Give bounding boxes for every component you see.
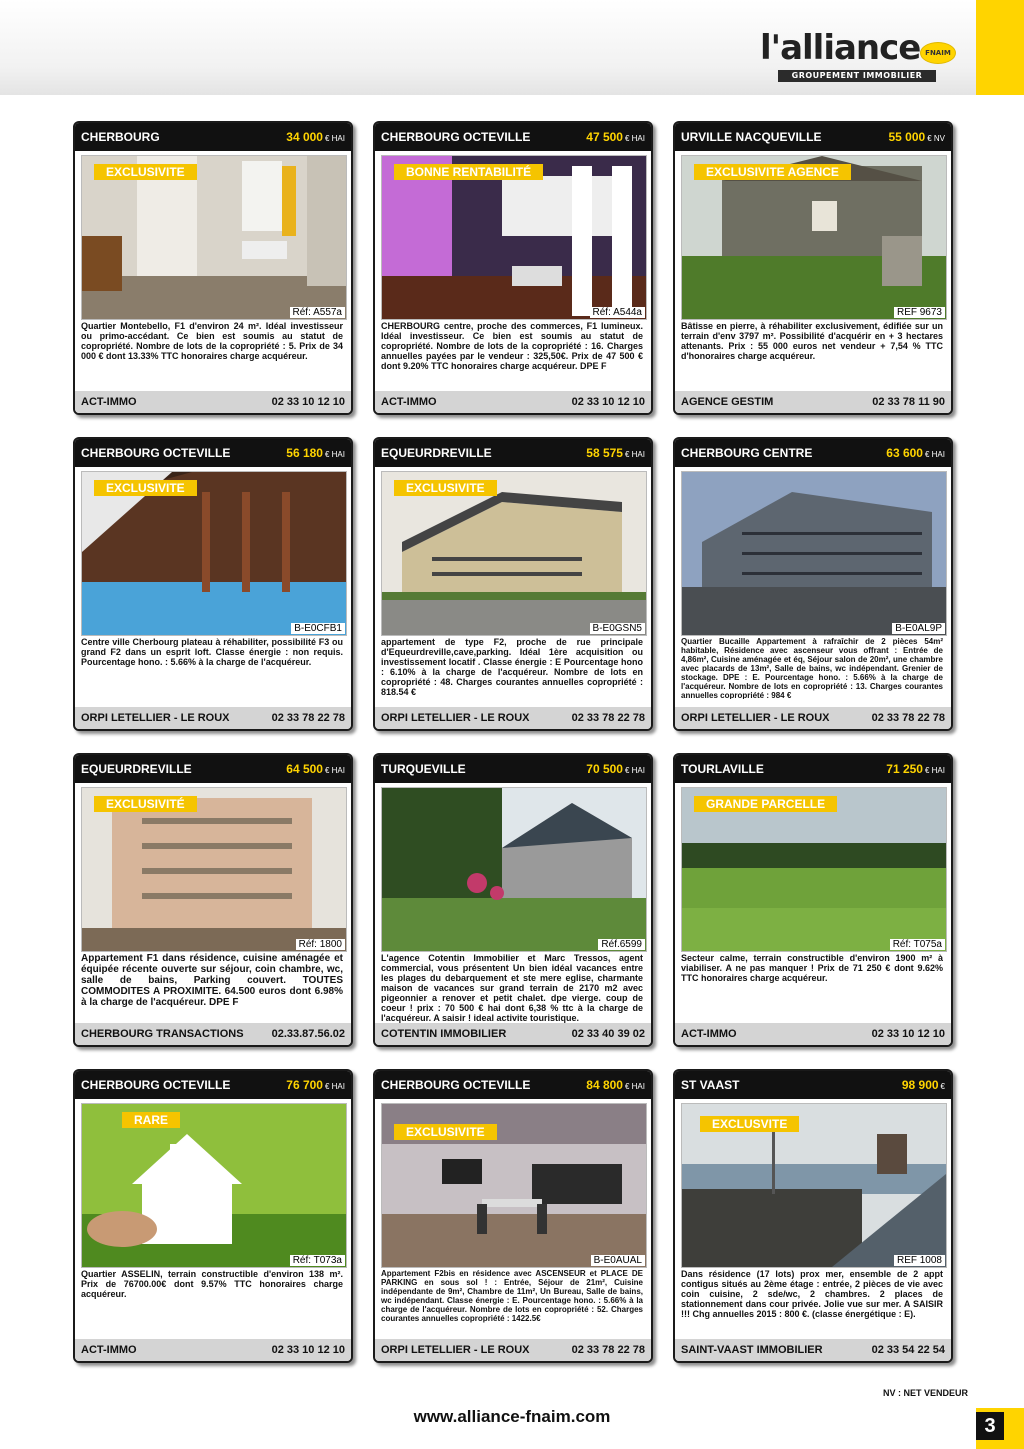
listing-tag: BONNE RENTABILITÉ	[394, 164, 543, 180]
listing-phone: 02 33 54 22 54	[871, 1344, 945, 1356]
listing-agency: ORPI LETELLIER - LE ROUX	[381, 1344, 530, 1356]
listing-ref: Réf.6599	[598, 939, 645, 950]
listing-photo	[381, 1103, 647, 1268]
card-header	[75, 1071, 351, 1099]
listing-ref: B-E0CFB1	[291, 623, 345, 634]
listing-phone: 02.33.87.56.02	[271, 1028, 345, 1040]
listing-price: 98 900 €	[901, 1078, 945, 1092]
logo-text: l'alliance	[760, 28, 921, 68]
listing-tag: EXCLUSIVITE	[94, 164, 197, 180]
listing-card[interactable]	[73, 121, 353, 415]
card-header	[375, 123, 651, 151]
listing-ref: B-E0GSN5	[590, 623, 645, 634]
listing-agency: SAINT-VAAST IMMOBILIER	[681, 1344, 823, 1356]
listing-agency: COTENTIN IMMOBILIER	[381, 1028, 507, 1040]
listing-card[interactable]	[373, 121, 653, 415]
listing-price: 84 800 € HAI	[586, 1078, 645, 1092]
listing-tag: GRANDE PARCELLE	[694, 796, 837, 812]
listing-tag: EXCLUSIVITE	[394, 480, 497, 496]
listing-location: TOURLAVILLE	[681, 762, 764, 776]
card-header	[75, 123, 351, 151]
card-header	[375, 755, 651, 783]
listing-phone: 02 33 78 22 78	[571, 712, 645, 724]
listing-tag: RARE	[122, 1112, 180, 1128]
logo-subtitle: GROUPEMENT IMMOBILIER	[778, 70, 936, 82]
listing-card[interactable]	[73, 1069, 353, 1363]
listing-agency: ACT-IMMO	[381, 396, 437, 408]
listing-photo	[81, 471, 347, 636]
listing-price: 58 575 € HAI	[586, 446, 645, 460]
listing-photo	[81, 1103, 347, 1268]
listing-ref: Réf: T075a	[890, 939, 945, 950]
listing-description: Dans résidence (17 lots) prox mer, ensemble de 2 appt contigus situés au 2ème étage : entrée, 2 pièces de vie avec coin cuisine, 2 sde/wc, 2 chambres. 2 places de stationnement dans cour privée. Jolie vue sur mer. A SAISIR !!! Chg annuelles 2015 : 800 €. (classe énergétique : E).	[681, 1269, 943, 1319]
listing-agency: ACT-IMMO	[681, 1028, 737, 1040]
listing-description: Bâtisse en pierre, à réhabiliter exclusivement, édifiée sur un terrain d'env 3797 m². Possibilité d'acquérir en + 3 hectares attenants. Prix : 55 000 euros net vendeur + 7,54 % TTC d'honoraires charge acquéreur.	[681, 321, 943, 361]
listing-description: Secteur calme, terrain constructible d'environ 1900 m² à viabiliser. A ne pas manquer ! Prix de 71 250 € dont 9.62% TTC honoraires charge acquéreur.	[681, 953, 943, 983]
net-vendeur-note: NV : NET VENDEUR	[882, 1388, 968, 1398]
listing-tag: EXCLUSIVITÉ	[94, 796, 197, 812]
card-header	[75, 439, 351, 467]
card-header	[675, 755, 951, 783]
listing-price: 56 180 € HAI	[286, 446, 345, 460]
listing-agency: ORPI LETELLIER - LE ROUX	[81, 712, 230, 724]
listing-agency: CHERBOURG TRANSACTIONS	[81, 1028, 244, 1040]
card-footer	[375, 1023, 651, 1045]
listing-location: CHERBOURG OCTEVILLE	[81, 446, 231, 460]
listing-photo	[681, 787, 947, 952]
listing-photo	[681, 155, 947, 320]
listing-location: EQUEURDREVILLE	[381, 446, 492, 460]
listing-photo	[681, 1103, 947, 1268]
listing-price: 55 000 € NV	[888, 130, 945, 144]
listing-location: EQUEURDREVILLE	[81, 762, 192, 776]
listing-phone: 02 33 78 11 90	[872, 396, 945, 408]
card-footer	[375, 391, 651, 413]
card-header	[375, 1071, 651, 1099]
listing-phone: 02 33 78 22 78	[271, 712, 345, 724]
page-number-tab	[976, 1408, 1024, 1449]
card-header	[675, 123, 951, 151]
listing-price: 71 250 € HAI	[886, 762, 945, 776]
listing-location: CHERBOURG CENTRE	[681, 446, 813, 460]
listing-ref: B-E0AL9P	[892, 623, 945, 634]
listing-description: L'agence Cotentin Immobilier et Marc Tressos, agent commercial, vous présentent Un bien idéal vacances entre les plages du debarquement et ste mere eglise, charmante maison de vacances sur grand terrain de 2170 m2 avec pigeonnier a renover et petit chalet. dpe vierge. coup de coeur ! prix : 70 500 € hai dont 6,38 % ttc à la charge de l'acquéreur. A saisir ! ideal activite touristique.	[381, 953, 643, 1023]
listing-tag: EXCLUSVITE	[700, 1116, 799, 1132]
card-footer	[375, 707, 651, 729]
listing-card[interactable]	[673, 753, 953, 1047]
listing-location: URVILLE NACQUEVILLE	[681, 130, 822, 144]
header-yellow-tab	[976, 0, 1024, 95]
card-footer	[75, 391, 351, 413]
listing-phone: 02 33 78 22 78	[571, 1344, 645, 1356]
listing-ref: Réf: 1800	[296, 939, 345, 950]
card-footer	[75, 1339, 351, 1361]
listing-description: Appartement F1 dans résidence, cuisine aménagée et équipée récente ouverte sur séjour, coin chambre, wc, salle de bains, Parking couvert. TOUTES COMMODITES A PROXIMITE. 64.500 euros dont 6.98% à la charge de l'acquéreur. DPE F	[81, 953, 343, 1008]
listing-photo	[381, 787, 647, 952]
card-footer	[675, 1023, 951, 1045]
listing-card[interactable]	[673, 121, 953, 415]
listing-location: ST VAAST	[681, 1078, 740, 1092]
listing-phone: 02 33 10 12 10	[871, 1028, 945, 1040]
card-footer	[675, 391, 951, 413]
card-footer	[75, 707, 351, 729]
listing-card[interactable]	[373, 753, 653, 1047]
listing-ref: Réf: T073a	[290, 1255, 345, 1266]
listing-ref: REF 1008	[894, 1255, 945, 1266]
card-footer	[375, 1339, 651, 1361]
card-header	[75, 755, 351, 783]
listing-description: Quartier Montebello, F1 d'environ 24 m². Idéal investisseur ou primo-accédant. Ce bien est soumis au statut de copropriété. Nombre de lots de la copropriété : 5. Prix de 34 000 € dont 13.33% TTC honoraires charge acquéreur.	[81, 321, 343, 361]
listing-ref: Réf: A557a	[290, 307, 345, 318]
listing-description: Quartier ASSELIN, terrain constructible d'environ 138 m². Prix de 76700.00€ dont 9.57% TTC honoraires charge acquéreur.	[81, 1269, 343, 1299]
listing-phone: 02 33 10 12 10	[271, 1344, 345, 1356]
listing-card[interactable]	[73, 753, 353, 1047]
page-number: 3	[976, 1412, 1004, 1440]
listing-agency: AGENCE GESTIM	[681, 396, 774, 408]
listing-price: 64 500 € HAI	[286, 762, 345, 776]
listing-ref: B-E0AUAL	[591, 1255, 645, 1266]
listing-price: 34 000 € HAI	[286, 130, 345, 144]
listing-agency: ORPI LETELLIER - LE ROUX	[381, 712, 530, 724]
listing-tag: EXCLUSIVITE AGENCE	[694, 164, 851, 180]
listing-photo	[381, 471, 647, 636]
listing-price: 76 700 € HAI	[286, 1078, 345, 1092]
listing-agency: ACT-IMMO	[81, 396, 137, 408]
listing-price: 70 500 € HAI	[586, 762, 645, 776]
card-header	[675, 1071, 951, 1099]
card-footer	[75, 1023, 351, 1045]
listing-location: TURQUEVILLE	[381, 762, 466, 776]
fnaim-badge: FNAIM	[920, 42, 956, 64]
listing-phone: 02 33 78 22 78	[871, 712, 945, 724]
listing-tag: EXCLUSIVITE	[94, 480, 197, 496]
card-footer	[675, 707, 951, 729]
listing-ref: Réf: A544a	[590, 307, 645, 318]
listing-agency: ACT-IMMO	[81, 1344, 137, 1356]
listing-ref: REF 9673	[894, 307, 945, 318]
listing-card[interactable]	[673, 1069, 953, 1363]
listing-description: Centre ville Cherbourg plateau à réhabiliter, possibilité F3 ou grand F2 dans un esprit loft. Classe énergie : non requis. Pourcentage hono. : 5.66% à la charge de l'acquéreur.	[81, 637, 343, 667]
listing-phone: 02 33 10 12 10	[571, 396, 645, 408]
listing-price: 47 500 € HAI	[586, 130, 645, 144]
card-footer	[675, 1339, 951, 1361]
listing-price: 63 600 € HAI	[886, 446, 945, 460]
listing-card[interactable]	[373, 1069, 653, 1363]
listing-location: CHERBOURG OCTEVILLE	[381, 130, 531, 144]
card-header	[375, 439, 651, 467]
listing-description: Appartement F2bis en résidence avec ASCENSEUR et PLACE DE PARKING en sous sol ! : Entrée, Séjour de 21m², Cuisine indépendante de 9m², Chambre de 11m², Un Bureau, Salle de bains, wc indépendant. Classe énergie : E. Pourcentage hono. : 5.66% à la charge de l'acquéreur. Nombre de lots en copropriété : 52. Charges courantes annuelles copropriété : 1422.5€	[381, 1269, 643, 1323]
listing-card[interactable]	[73, 437, 353, 731]
listing-card[interactable]	[373, 437, 653, 731]
listing-description: Quartier Bucaille Appartement à rafraîchir de 2 pièces 54m² habitable, Résidence avec ascenseur vous offrant : Entrée de 4,86m², Cuisine aménagée et éq, Séjour salon de 20m², une chambre avec placards de 13m², Salle de bains, wc indépendant. Grenier de stockage. DPE : E. Pourcentage hono. : 5.66% à la charge de l'acquéreur. Nombre de lots en copropriété : 13. Charges courantes annuelles copropriété : 984 €	[681, 637, 943, 699]
listing-description: CHERBOURG centre, proche des commerces, F1 lumineux. Idéal investisseur. Ce bien est soumis au statut de copropriété. Nombre de lots de la copropriété : 16. Charges annuelles payées par le vendeur : 325,50€. Prix de 47 500 € dont 9.20% TTC honoraires charge acquéreur. DPE F	[381, 321, 643, 371]
listing-tag: EXCLUSIVITE	[394, 1124, 497, 1140]
listing-location: CHERBOURG OCTEVILLE	[81, 1078, 231, 1092]
listing-agency: ORPI LETELLIER - LE ROUX	[681, 712, 830, 724]
listing-photo	[81, 787, 347, 952]
listing-photo	[81, 155, 347, 320]
listing-phone: 02 33 10 12 10	[271, 396, 345, 408]
listing-photo	[381, 155, 647, 320]
listing-location: CHERBOURG	[81, 130, 160, 144]
alliance-logo	[760, 28, 960, 88]
card-header	[675, 439, 951, 467]
listing-phone: 02 33 40 39 02	[571, 1028, 645, 1040]
website-url[interactable]: www.alliance-fnaim.com	[413, 1407, 611, 1426]
listing-description: appartement de type F2, proche de rue principale d'Equeurdreville,cave,parking. Idéal 1ère acquisition ou investissement locatif . Classe énergie : E Pourcentage hono : 6.10% à la charge de l'acquéreur. Nombre de lots en copropriété : 48. Charges courantes annuelles copropriété : 818.54 €	[381, 637, 643, 697]
listing-location: CHERBOURG OCTEVILLE	[381, 1078, 531, 1092]
listing-card[interactable]	[673, 437, 953, 731]
listing-photo	[681, 471, 947, 636]
